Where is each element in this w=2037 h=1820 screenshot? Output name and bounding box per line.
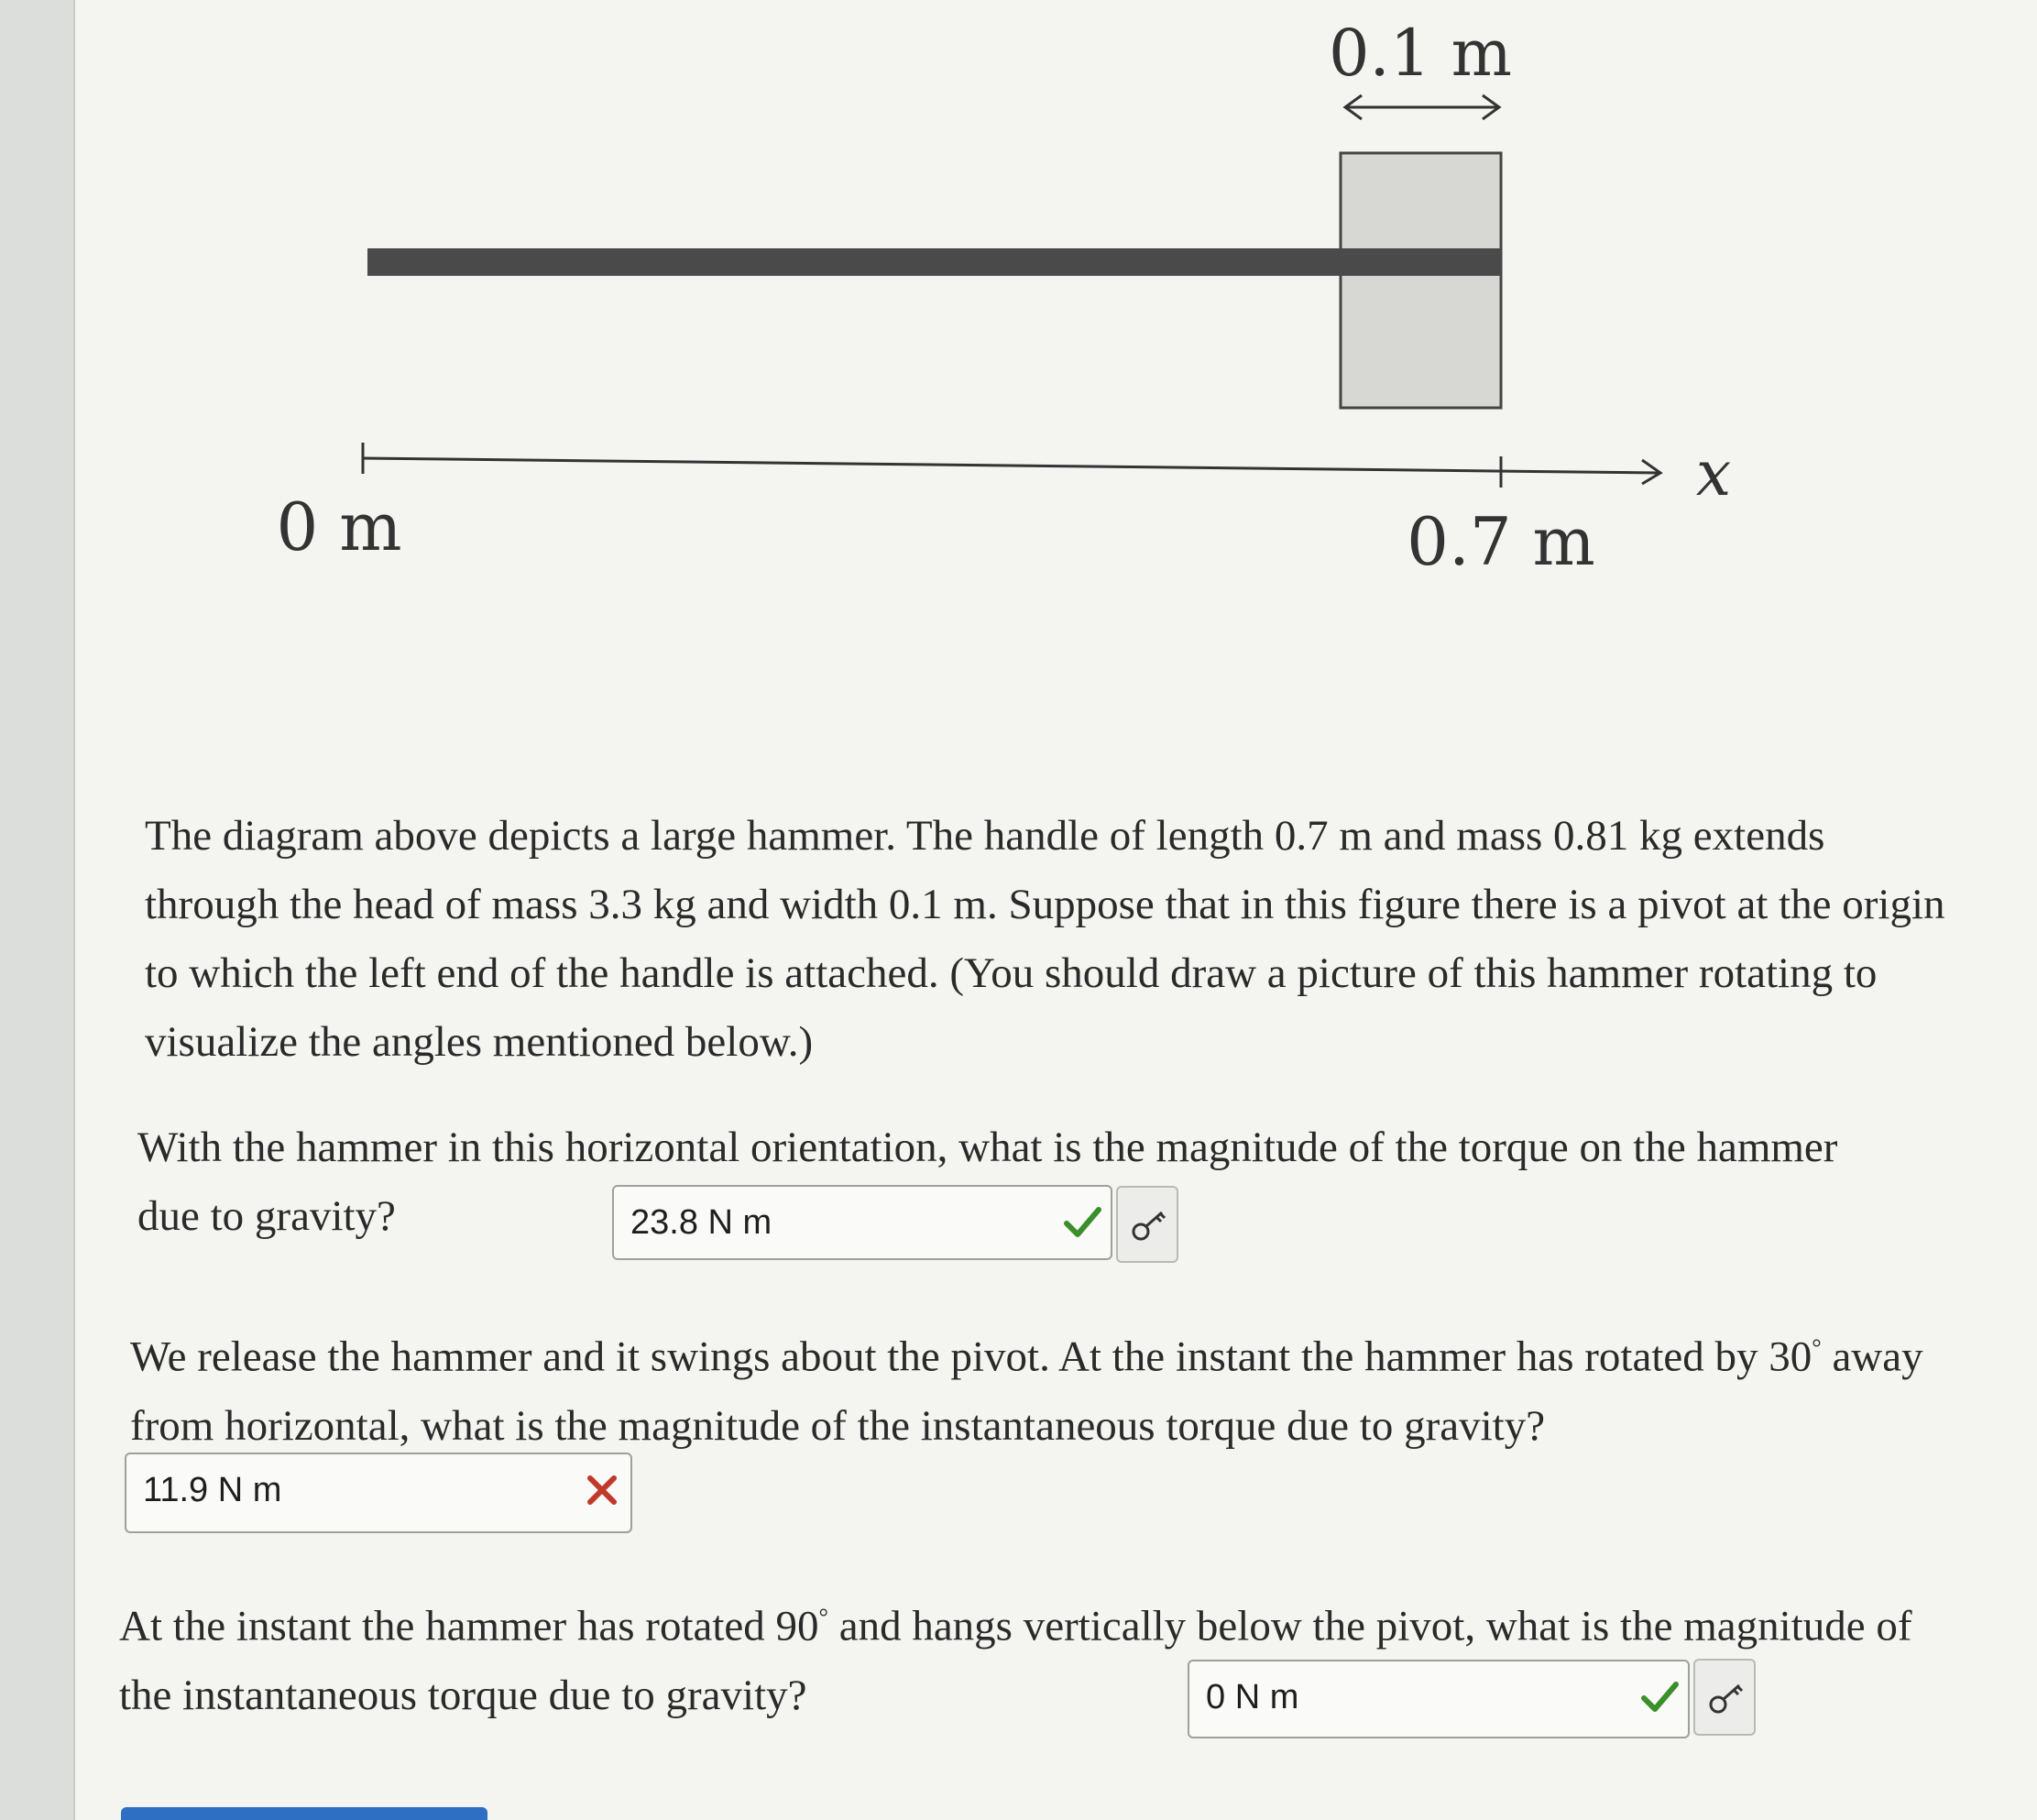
key-icon bbox=[1706, 1679, 1747, 1719]
answer-2-value: 11.9 N m bbox=[143, 1471, 282, 1509]
hammer-diagram bbox=[0, 0, 2037, 660]
incorrect-icon bbox=[581, 1467, 623, 1513]
answer-field-3[interactable] bbox=[1188, 1660, 1690, 1738]
question-2-angle: 30 bbox=[1769, 1332, 1812, 1381]
question-3-angle: 90 bbox=[775, 1602, 819, 1650]
question-3: At the instant the hammer has rotated 90° and hangs vertically below the pivot, what is the magnitude of the instantaneous torque due to gravity? bbox=[119, 1602, 1912, 1719]
problem-intro-text: The diagram above depicts a large hammer. The handle of length 0.7 m and mass 0.81 kg extends through the head of mass 3.3 kg and width 0.1 m. Suppose that in this figure there is a pivot at the origin to which the left end of the handle is attached. (You should draw a picture of this hammer rotating to visualize the angles mentioned below.) bbox=[145, 812, 1945, 1066]
axis-label: x bbox=[1695, 438, 1732, 510]
question-3-text-start: At the instant the hammer has rotated bbox=[119, 1602, 776, 1650]
question-2: We release the hammer and it swings about the pivot. At the instant the hammer has rotated by 30° away from horizontal, what is the magnitude of the instantaneous torque due to gravity? bbox=[130, 1332, 1923, 1450]
question-3-text-end: and hangs vertically below the pivot, what is the magnitude of the instantaneous torque due to gravity? bbox=[119, 1602, 1912, 1719]
question-2-text-end: away from horizontal, what is the magnitude of the instantaneous torque due to gravity? bbox=[130, 1332, 1923, 1450]
head-width-label: 0.1 m bbox=[1329, 16, 1512, 91]
answer-field-2[interactable] bbox=[125, 1453, 632, 1533]
hammer-handle bbox=[367, 248, 1501, 276]
key-icon bbox=[1129, 1206, 1169, 1246]
answer-key-button-3[interactable] bbox=[1693, 1659, 1756, 1736]
answer-3-value: 0 N m bbox=[1206, 1678, 1299, 1716]
answer-key-button-1[interactable] bbox=[1116, 1186, 1178, 1263]
head-width-arrow bbox=[1345, 95, 1499, 119]
hammer-head bbox=[1341, 153, 1501, 408]
question-2-text-start: We release the hammer and it swings about the pivot. At the instant the hammer has rotated by bbox=[130, 1332, 1769, 1381]
end-label: 0.7 m bbox=[1407, 503, 1595, 580]
problem-intro bbox=[145, 802, 1968, 1077]
origin-label: 0 m bbox=[276, 488, 402, 565]
x-axis bbox=[363, 443, 1660, 488]
check-icon bbox=[1637, 1674, 1682, 1720]
question-1-text: With the hammer in this horizontal orientation, what is the magnitude of the torque on the hammer due to gravity? bbox=[137, 1124, 1838, 1240]
submit-button[interactable] bbox=[121, 1807, 487, 1820]
answer-field-1[interactable] bbox=[612, 1185, 1112, 1260]
check-icon bbox=[1059, 1200, 1105, 1245]
answer-1-value: 23.8 N m bbox=[630, 1203, 772, 1242]
